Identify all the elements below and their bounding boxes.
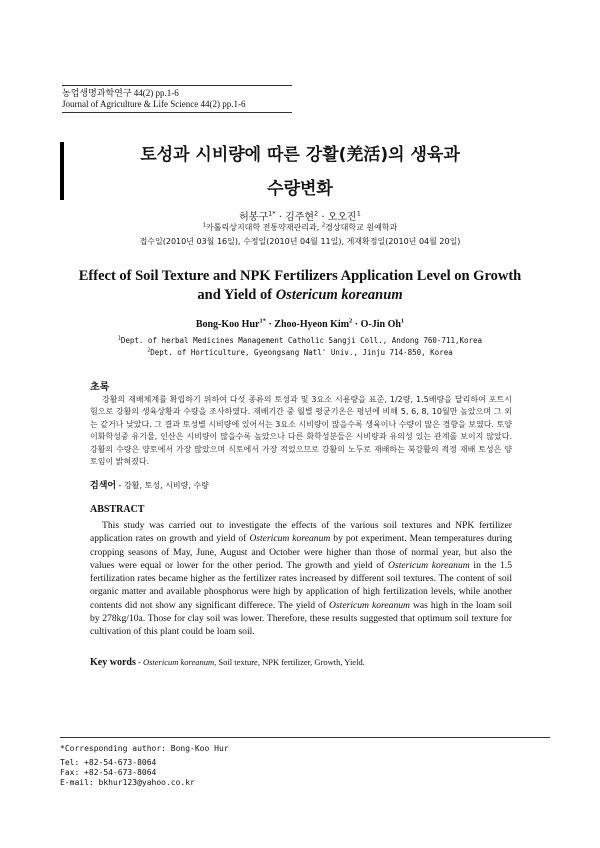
korean-author-sep: · [318, 212, 328, 223]
submission-dates: 접수일(2010년 03월 16일), 수정일(2010년 04월 11일), 게재확정일(2010년 04월 20일) [139, 237, 461, 246]
korean-abstract-heading: 초록 [90, 382, 110, 393]
english-title-prefix: and Yield of [197, 287, 276, 303]
korean-keywords-list: - 강활, 토성, 시비량, 수량 [116, 481, 209, 490]
abstract-species: Ostericum koreanum [329, 599, 410, 611]
korean-keywords [90, 478, 209, 491]
korean-affiliation [0, 222, 600, 233]
english-keywords-species: Ostericum koreanum [142, 657, 215, 667]
korean-keywords-label: 검색어 [90, 481, 117, 491]
english-abstract-body [90, 519, 512, 639]
english-author-3-sup: 1 [400, 317, 405, 325]
english-affiliation-1 [0, 336, 600, 345]
english-title-line1: Effect of Soil Texture and NPK Fertilizers Application Level on Growth [78, 268, 522, 284]
contact-email: E-mail: bkhur123@yahoo.co.kr [60, 778, 195, 787]
english-title-species: Ostericum koreanum [275, 287, 403, 303]
english-keywords-label: Key words [90, 657, 136, 668]
english-affil-2-text: Dept. of Horticulture, Gyeongsang Natl' Univ., Jinju 714-850, Korea [150, 348, 453, 357]
korean-author-sep: · [275, 212, 286, 223]
korean-authors [0, 208, 600, 223]
header-rule-top [62, 85, 292, 86]
english-authors [0, 319, 600, 330]
english-keywords-dash: - [135, 657, 143, 667]
korean-title-line1: 토성과 시비량에 따른 강활(羌活)의 생육과 [140, 145, 460, 165]
english-keywords-rest: , Soil texture, NPK fertilizer, Growth, Yield. [214, 657, 365, 667]
korean-affil-2-sup: 2 [321, 222, 326, 229]
abstract-text: was high in the loam soil by 278kg/10a. Those for clay soil was lower. Therefore, these results suggested that optimum soil texture for cultivation of this plant could be loam soil. [90, 599, 512, 638]
english-title-line2 [0, 285, 600, 305]
english-author-2: Zhoo-Hyeon Kim [274, 319, 350, 330]
english-author-1: Bong-Koo Hur [195, 319, 260, 330]
english-author-sep: · [352, 319, 361, 330]
contact-tel: Tel: +82-54-673-8064 [60, 758, 157, 767]
english-keywords [90, 657, 365, 668]
korean-author-3: 오오진 [327, 212, 357, 223]
abstract-species: Ostericum koreanum [388, 559, 470, 571]
korean-affil-2: 경상대학교 원예학과 [325, 223, 398, 232]
english-author-3: O-Jin Oh [360, 319, 401, 330]
abstract-text: in the 1.5 fertilization rates became higher as the fertilizer rates increased by different soil textures. The content of soil organic matter and available phosphorus were high by application of high fertilization levels, while another contents did not show any significant differece. The yield of [90, 559, 512, 611]
corresponding-author: *Corresponding author: Bong-Koo Hur [60, 744, 229, 753]
contact-fax: Fax: +82-54-673-8064 [60, 768, 157, 777]
journal-name-english: Journal of Agriculture & Life Science 44(2) pp.1-6 [62, 99, 246, 109]
english-author-sep: · [265, 319, 275, 330]
korean-abstract-body: 강활의 재배체계를 확립하기 위하여 다섯 종류의 토성과 및 3요소 시용량을 표준, 1/2량, 1.5배량을 달리하여 포트시험으로 강활의 생육상황과 수량을 조사하였다. 재배기간 중 월별 평균기온은 평년에 비해 5, 6, 8, 10월만 높았으며 그 외는 같거나 낮았다. 그 결과 토성별 시비량에 있어서는 3요소 시비량이 많을수록 생육이나 수량이 많은 경향을 보였다. 토양 이화학성중 유기물, 인산은 시비량이 많을수록 높았으나 다른 화학성분들은 시비량과 유의성 있는 관계를 보이지 않았다. 강활의 수량은 양토에서 가장 많았으며 식토에서 가장 적었으므로 강활의 노두로 재배하는 북강활의 적정 재배 토성은 양토임이 밝혀졌다. [90, 395, 512, 467]
korean-author-1: 허봉구 [239, 212, 269, 223]
journal-name-korean: 농업생명과학연구 44(2) pp.1-6 [62, 88, 179, 98]
header-rule-bottom [62, 112, 292, 113]
english-abstract-heading: ABSTRACT [90, 504, 145, 515]
korean-affil-1: 카톨릭상지대학 전통약재관리과, [206, 223, 322, 232]
abstract-text: by pot experiment. Mean temperatures during cropping seasons of May, June, August and October were higher than those of normal year, but also the values were equal or lower for the other period. The growth and yield of [90, 533, 512, 571]
english-author-2-sup: 2 [349, 317, 353, 325]
korean-author-2: 김주현 [285, 212, 315, 223]
journal-header [62, 85, 292, 113]
korean-author-2-sup: 2 [314, 209, 319, 218]
abstract-text: This study was carried out to investigate the effects of the various soil textures and NPK fertilizer application rates on growth and yield of [90, 520, 512, 545]
english-affil-1-text: Dept. of herbal Medicines Management Catholic Sangji Coll., Andong 760-711,Korea [120, 336, 483, 345]
footnote-rule [60, 737, 550, 738]
abstract-species: Ostericum koreanum [249, 533, 331, 545]
english-affil-2-sup: 2 [147, 347, 151, 354]
english-affiliation-2 [0, 348, 600, 357]
korean-author-3-sup: 1 [356, 209, 361, 218]
korean-title-line2: 수량변화 [267, 179, 333, 199]
english-author-1-sup: 1* [259, 317, 266, 325]
korean-author-1-sup: 1* [268, 209, 276, 218]
english-affil-1-sup: 1 [117, 335, 121, 342]
korean-affil-1-sup: 1 [202, 222, 207, 229]
